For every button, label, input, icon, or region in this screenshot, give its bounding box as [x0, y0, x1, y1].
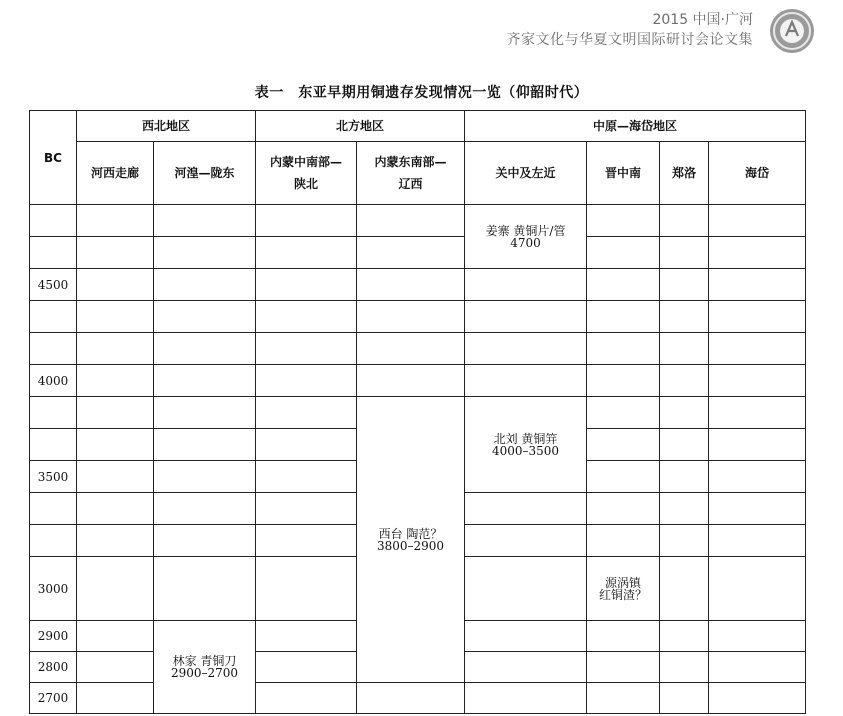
subregion-nmzn-line1: 内蒙中南部—: [270, 155, 343, 169]
cell: [587, 269, 660, 301]
cell: [709, 493, 806, 525]
find-linjia-date: 2900–2700: [170, 666, 239, 680]
cell: [660, 269, 709, 301]
cell: [660, 333, 709, 365]
cell: [465, 525, 587, 557]
find-beiliu-date: 4000–3500: [491, 443, 560, 458]
cell: [660, 429, 709, 461]
subregion-hehuang-longdong: 河湟—陇东: [154, 142, 256, 205]
cell: [465, 365, 587, 397]
subregion-jinzhongnan: 晋中南: [587, 142, 660, 205]
cell: [154, 429, 256, 461]
cell: [256, 461, 357, 493]
cell: [77, 269, 154, 301]
year-cell: [30, 525, 77, 557]
cell: [465, 301, 587, 333]
cell: [587, 301, 660, 333]
cell: [77, 461, 154, 493]
cell: [77, 333, 154, 365]
cell: [709, 205, 806, 237]
cell: [587, 205, 660, 237]
cell: [660, 205, 709, 237]
cell: [256, 683, 357, 714]
header-conference-title: 2015 中国·广河: [652, 12, 753, 28]
cell: [256, 365, 357, 397]
copper-finds-table: [29, 110, 806, 714]
cell: [465, 333, 587, 365]
cell: [660, 493, 709, 525]
cell: [587, 621, 660, 652]
cell: [660, 525, 709, 557]
cell: [154, 301, 256, 333]
cell: [465, 683, 587, 714]
year-cell: 3000: [30, 557, 77, 621]
cell: [660, 397, 709, 429]
subregion-hexi-corridor: 河西走廊: [77, 142, 154, 205]
region-northwest: 西北地区: [77, 111, 256, 142]
year-cell: 2900: [30, 621, 77, 652]
cell: [154, 493, 256, 525]
page-header: [463, 6, 823, 62]
cell: [587, 461, 660, 493]
cell: [256, 333, 357, 365]
cell: [709, 365, 806, 397]
year-cell: [30, 429, 77, 461]
cell: [77, 365, 154, 397]
cell: [256, 237, 357, 269]
header-proceedings-title: 齐家文化与华夏文明国际研讨会论文集: [506, 32, 753, 48]
cell: [709, 683, 806, 714]
cell: [256, 429, 357, 461]
conference-seal-icon: [769, 8, 815, 54]
cell: [256, 525, 357, 557]
cell: [154, 397, 256, 429]
cell: [465, 652, 587, 683]
cell: [357, 365, 465, 397]
find-xitai: [357, 397, 465, 683]
cell: [77, 301, 154, 333]
cell: [660, 621, 709, 652]
cell: [709, 461, 806, 493]
cell: [256, 557, 357, 621]
cell: [154, 333, 256, 365]
cell: [587, 333, 660, 365]
subregion-inner-mongolia-central-south: [256, 142, 357, 205]
cell: [77, 557, 154, 621]
cell: [587, 652, 660, 683]
year-cell: 4000: [30, 365, 77, 397]
cell: [154, 269, 256, 301]
subregion-zhengluo: 郑洛: [660, 142, 709, 205]
cell: [154, 365, 256, 397]
cell: [587, 429, 660, 461]
cell: [709, 397, 806, 429]
cell: [465, 269, 587, 301]
cell: [256, 493, 357, 525]
cell: [154, 525, 256, 557]
cell: [465, 621, 587, 652]
cell: [709, 621, 806, 652]
cell: [154, 557, 256, 621]
cell: [77, 397, 154, 429]
cell: [660, 301, 709, 333]
cell: [77, 205, 154, 237]
subregion-nmzn-line2: 陕北: [294, 177, 319, 191]
find-xitai-date: 3800–2900: [376, 538, 445, 553]
cell: [77, 621, 154, 652]
year-cell: [30, 333, 77, 365]
cell: [587, 397, 660, 429]
cell: [587, 237, 660, 269]
table-caption: 表一 东亚早期用铜遗存发现情况一览（仰韶时代）: [254, 85, 589, 101]
find-beiliu: [465, 397, 587, 493]
cell: [660, 237, 709, 269]
find-xitai-name: 西台 陶范？: [378, 526, 443, 541]
region-north: 北方地区: [256, 111, 465, 142]
year-cell: [30, 237, 77, 269]
find-yuanwozhen: [587, 557, 660, 621]
find-jiangzhai-name: 姜寨 黄铜片/管: [485, 223, 566, 238]
find-yuanwozhen-name: 源涡镇: [605, 575, 642, 590]
subregion-inner-mongolia-southeast: [357, 142, 465, 205]
cell: [357, 237, 465, 269]
cell: [660, 557, 709, 621]
cell: [660, 461, 709, 493]
subregion-nmdn-line1: 内蒙东南部—: [374, 155, 447, 169]
cell: [709, 429, 806, 461]
cell: [465, 493, 587, 525]
cell: [77, 652, 154, 683]
cell: [256, 652, 357, 683]
cell: [709, 525, 806, 557]
year-cell: [30, 205, 77, 237]
year-cell: [30, 397, 77, 429]
find-linjia: [154, 621, 256, 714]
subregion-nmdn-line2: 辽西: [398, 177, 423, 191]
cell: [587, 525, 660, 557]
subregion-haidai: 海岱: [709, 142, 806, 205]
find-beiliu-name: 北刘 黄铜笄: [493, 431, 558, 446]
cell: [357, 333, 465, 365]
find-linjia-name: 林家 青铜刀: [172, 654, 237, 668]
year-cell: 4500: [30, 269, 77, 301]
cell: [587, 493, 660, 525]
header-text: [507, 10, 754, 50]
cell: [256, 397, 357, 429]
cell: [709, 269, 806, 301]
year-cell: 2700: [30, 683, 77, 714]
year-cell: [30, 493, 77, 525]
year-cell: [30, 301, 77, 333]
cell: [587, 683, 660, 714]
cell: [709, 237, 806, 269]
cell: [660, 652, 709, 683]
cell: [154, 461, 256, 493]
cell: [256, 205, 357, 237]
cell: [660, 683, 709, 714]
subregion-guanzhong: 关中及左近: [465, 142, 587, 205]
cell: [357, 205, 465, 237]
year-cell: 3500: [30, 461, 77, 493]
cell: [709, 301, 806, 333]
cell: [256, 269, 357, 301]
cell: [77, 493, 154, 525]
find-jiangzhai-date: 4700: [510, 235, 541, 250]
cell: [660, 365, 709, 397]
cell: [709, 333, 806, 365]
cell: [77, 525, 154, 557]
cell: [256, 621, 357, 652]
cell: [357, 683, 465, 714]
cell: [154, 237, 256, 269]
bc-header: BC: [30, 111, 77, 205]
cell: [709, 652, 806, 683]
cell: [77, 429, 154, 461]
cell: [256, 301, 357, 333]
cell: [77, 237, 154, 269]
cell: [587, 365, 660, 397]
find-yuanwozhen-date: 红铜渣？: [599, 587, 648, 602]
cell: [357, 269, 465, 301]
cell: [77, 683, 154, 714]
cell: [465, 557, 587, 621]
find-jiangzhai: [465, 205, 587, 269]
cell: [357, 301, 465, 333]
cell: [154, 205, 256, 237]
region-central-plains-haidai: 中原—海岱地区: [465, 111, 806, 142]
cell: [709, 557, 806, 621]
year-cell: 2800: [30, 652, 77, 683]
